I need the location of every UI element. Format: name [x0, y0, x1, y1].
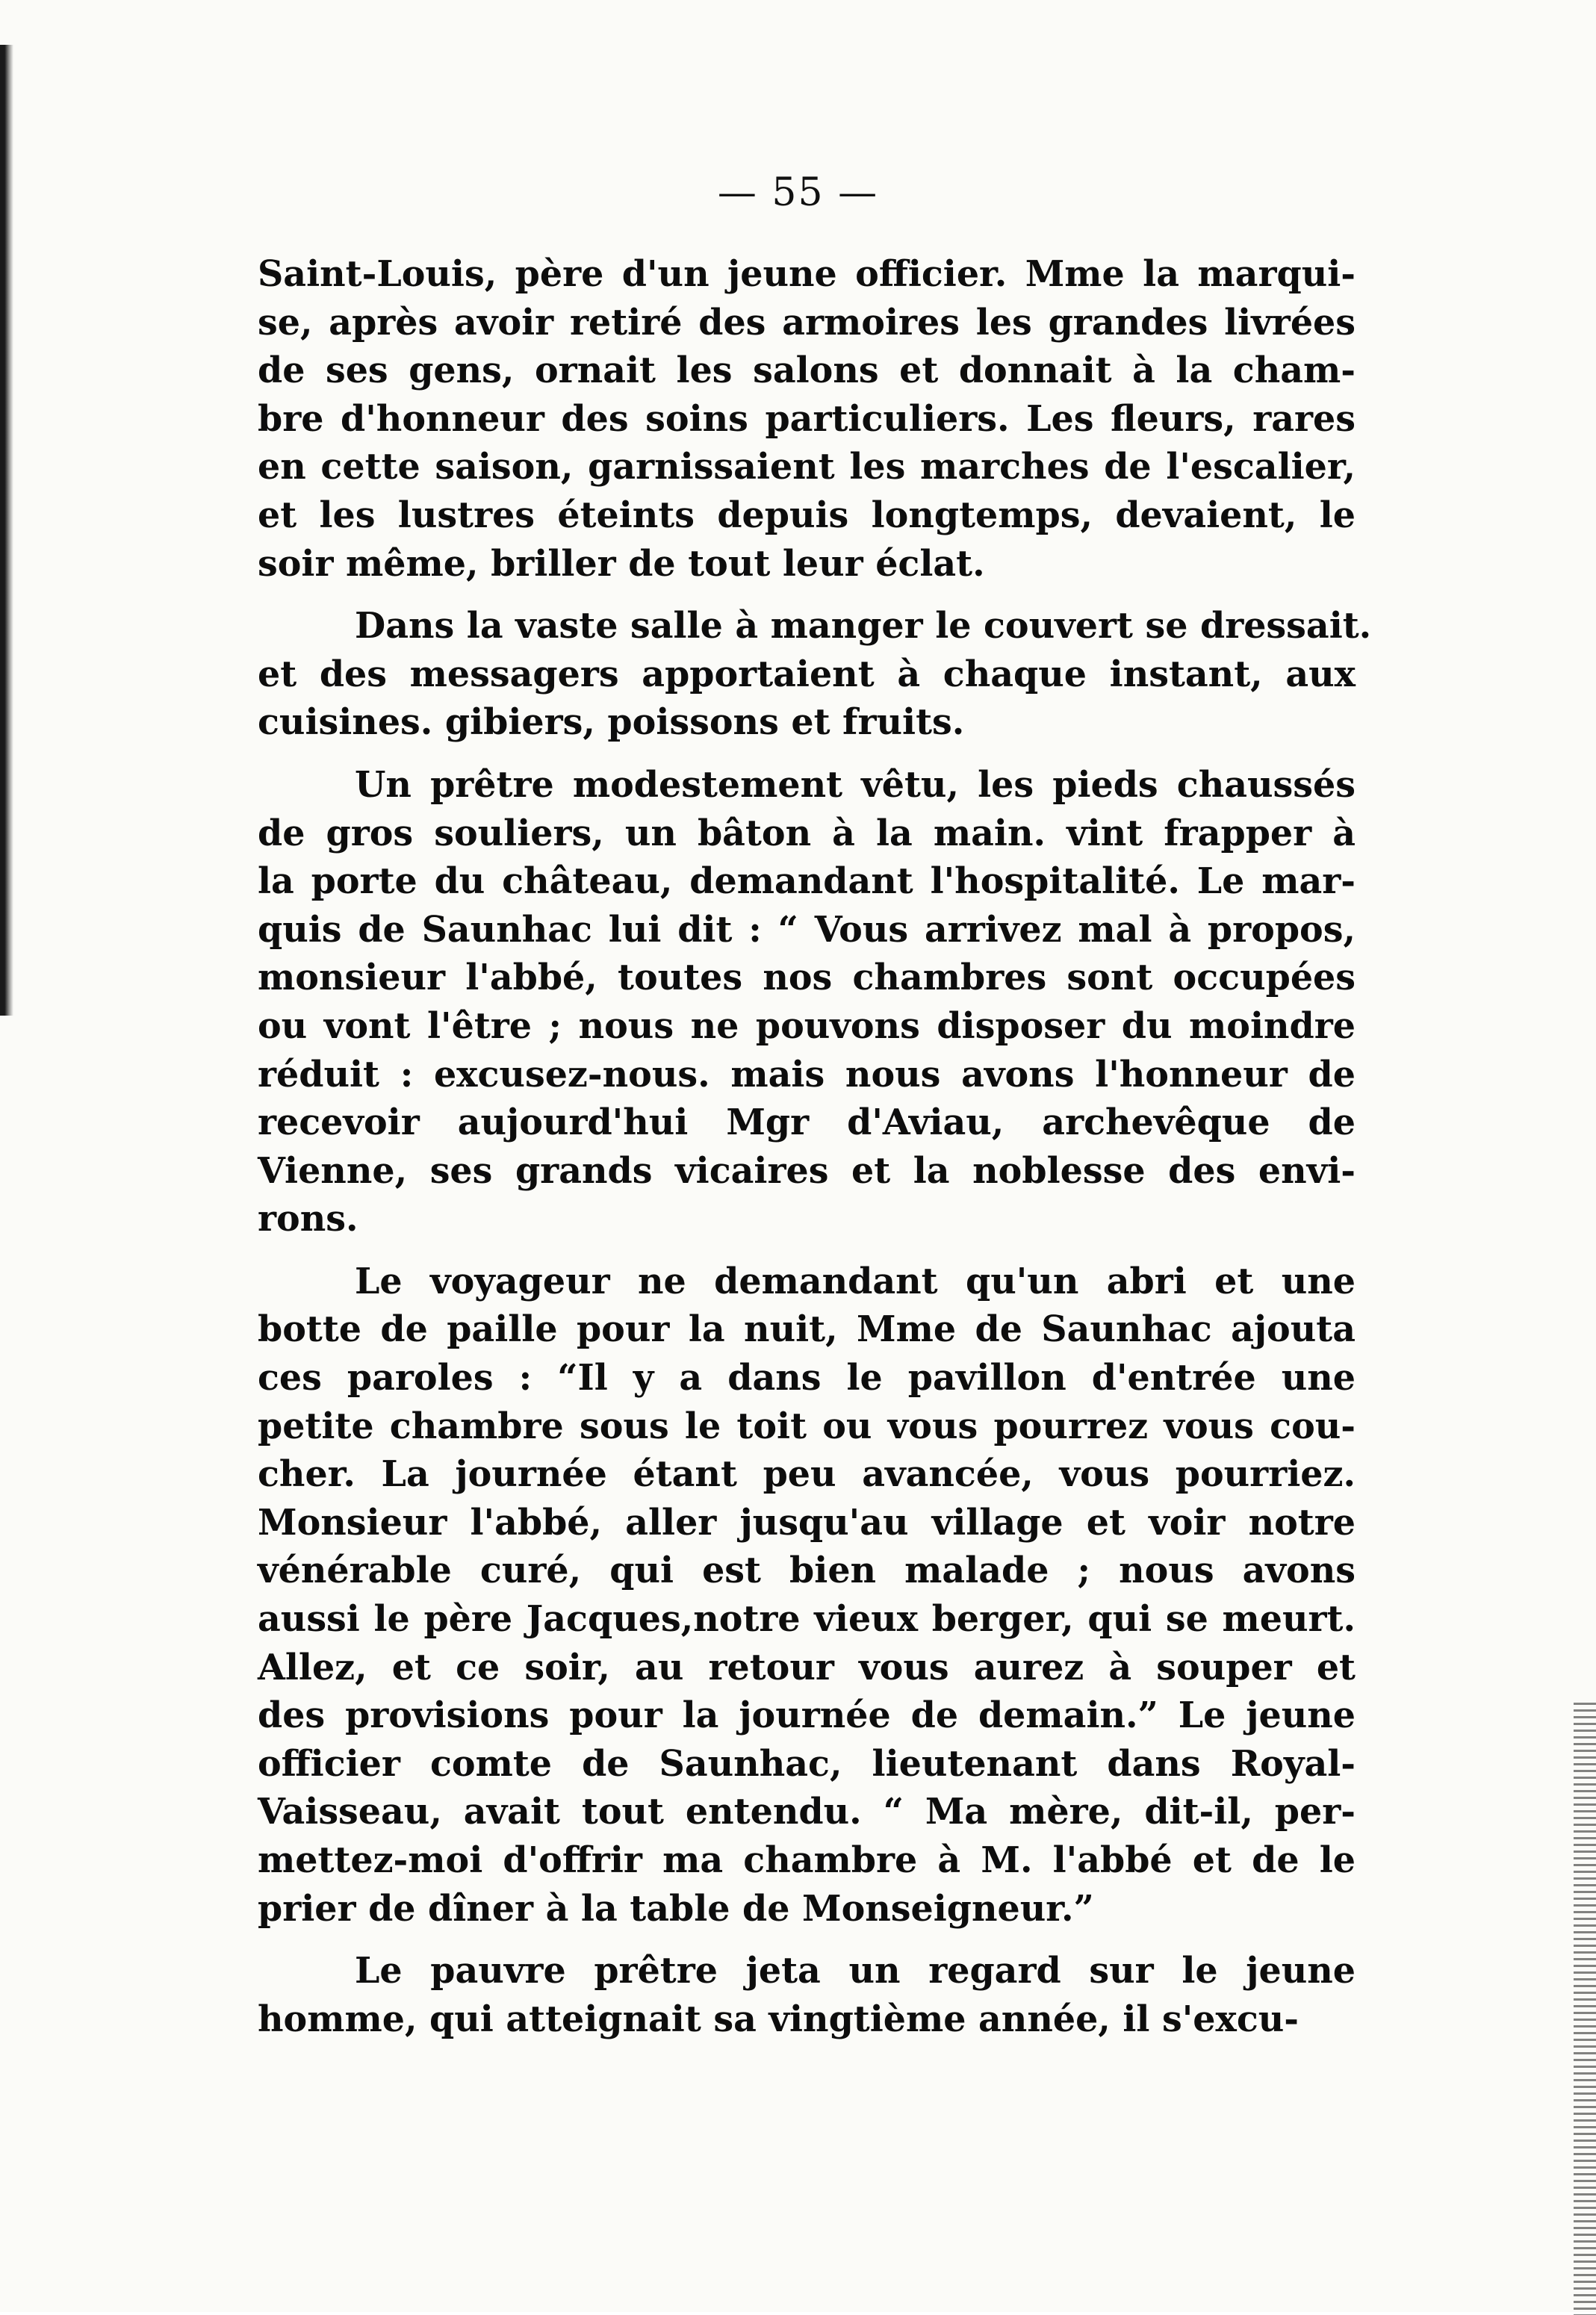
text-line: ces paroles : “Il y a dans le pavillon d'entrée une: [258, 1357, 1356, 1399]
text-line: de ses gens, ornait les salons et donnait à la cham-: [258, 349, 1356, 392]
text-line: Monsieur l'abbé, aller jusqu'au village et voir notre: [258, 1501, 1356, 1544]
paragraph: [258, 761, 1356, 1243]
text-line: rons.: [258, 1198, 358, 1240]
text-line: en cette saison, garnissaient les marches de l'escalier,: [258, 446, 1356, 488]
text-line: officier comte de Saunhac, lieutenant dans Royal-: [258, 1742, 1356, 1785]
text-line: et des messagers apportaient à chaque instant, aux: [258, 653, 1356, 695]
text-line: homme, qui atteignait sa vingtième année, il s'excu-: [258, 1998, 1299, 2040]
scan-right-edge-noise: [1574, 1703, 1596, 2315]
text-line: la porte du château, demandant l'hospitalité. Le mar-: [258, 860, 1356, 903]
text-line: monsieur l'abbé, toutes nos chambres sont occupées: [258, 957, 1356, 999]
text-line: Vaisseau, avait tout entendu. “ Ma mère, dit-il, per-: [258, 1791, 1356, 1833]
text-line: Vienne, ses grands vicaires et la noblesse des envi-: [258, 1149, 1356, 1192]
text-line: réduit : excusez-nous. mais nous avons l'honneur de: [258, 1053, 1356, 1096]
text-line: ou vont l'être ; nous ne pouvons disposer du moindre: [258, 1004, 1356, 1047]
body-text: [258, 250, 1372, 2057]
text-line: prier de dîner à la table de Monseigneur.”: [258, 1887, 1094, 1930]
text-line: petite chambre sous le toit ou vous pourrez vous cou-: [258, 1405, 1356, 1447]
text-line: recevoir aujourd'hui Mgr d'Aviau, archevêque de: [258, 1101, 1356, 1144]
text-line: cher. La journée étant peu avancée, vous pourriez.: [258, 1453, 1356, 1496]
paragraph: [258, 602, 1372, 747]
text-line: Allez, et ce soir, au retour vous aurez à souper et: [258, 1646, 1356, 1688]
text-line: quis de Saunhac lui dit : “ Vous arrivez mal à propos,: [258, 908, 1356, 951]
text-line: Le voyageur ne demandant qu'un abri et une: [355, 1260, 1356, 1302]
paragraph: [258, 1258, 1356, 1933]
text-line: se, après avoir retiré des armoires les grandes livrées: [258, 301, 1356, 344]
paragraph: [258, 1947, 1356, 2043]
text-line: mettez-moi d'offrir ma chambre à M. l'abbé et de le: [258, 1839, 1356, 1881]
page-number: — 55 —: [717, 170, 879, 215]
text-line: Saint-Louis, père d'un jeune officier. Mme la marqui-: [258, 253, 1356, 295]
text-line: et les lustres éteints depuis longtemps, devaient, le: [258, 494, 1356, 536]
text-line: Un prêtre modestement vêtu, les pieds chaussés: [355, 763, 1356, 806]
text-line: soir même, briller de tout leur éclat.: [258, 542, 985, 585]
text-line: aussi le père Jacques,notre vieux berger, qui se meurt.: [258, 1598, 1356, 1641]
text-line: vénérable curé, qui est bien malade ; nous avons: [258, 1550, 1356, 1592]
text-line: Dans la vaste salle à manger le couvert se dressait.: [355, 605, 1372, 647]
text-line: botte de paille pour la nuit, Mme de Saunhac ajouta: [258, 1308, 1356, 1351]
text-line: de gros souliers, un bâton à la main. vint frapper à: [258, 812, 1356, 854]
text-line: bre d'honneur des soins particuliers. Les fleurs, rares: [258, 397, 1356, 440]
paragraph: [258, 250, 1356, 588]
text-line: des provisions pour la journée de demain.” Le jeune: [258, 1694, 1356, 1737]
text-line: cuisines. gibiers, poissons et fruits.: [258, 701, 965, 744]
text-line: Le pauvre prêtre jeta un regard sur le jeune: [355, 1950, 1356, 1992]
